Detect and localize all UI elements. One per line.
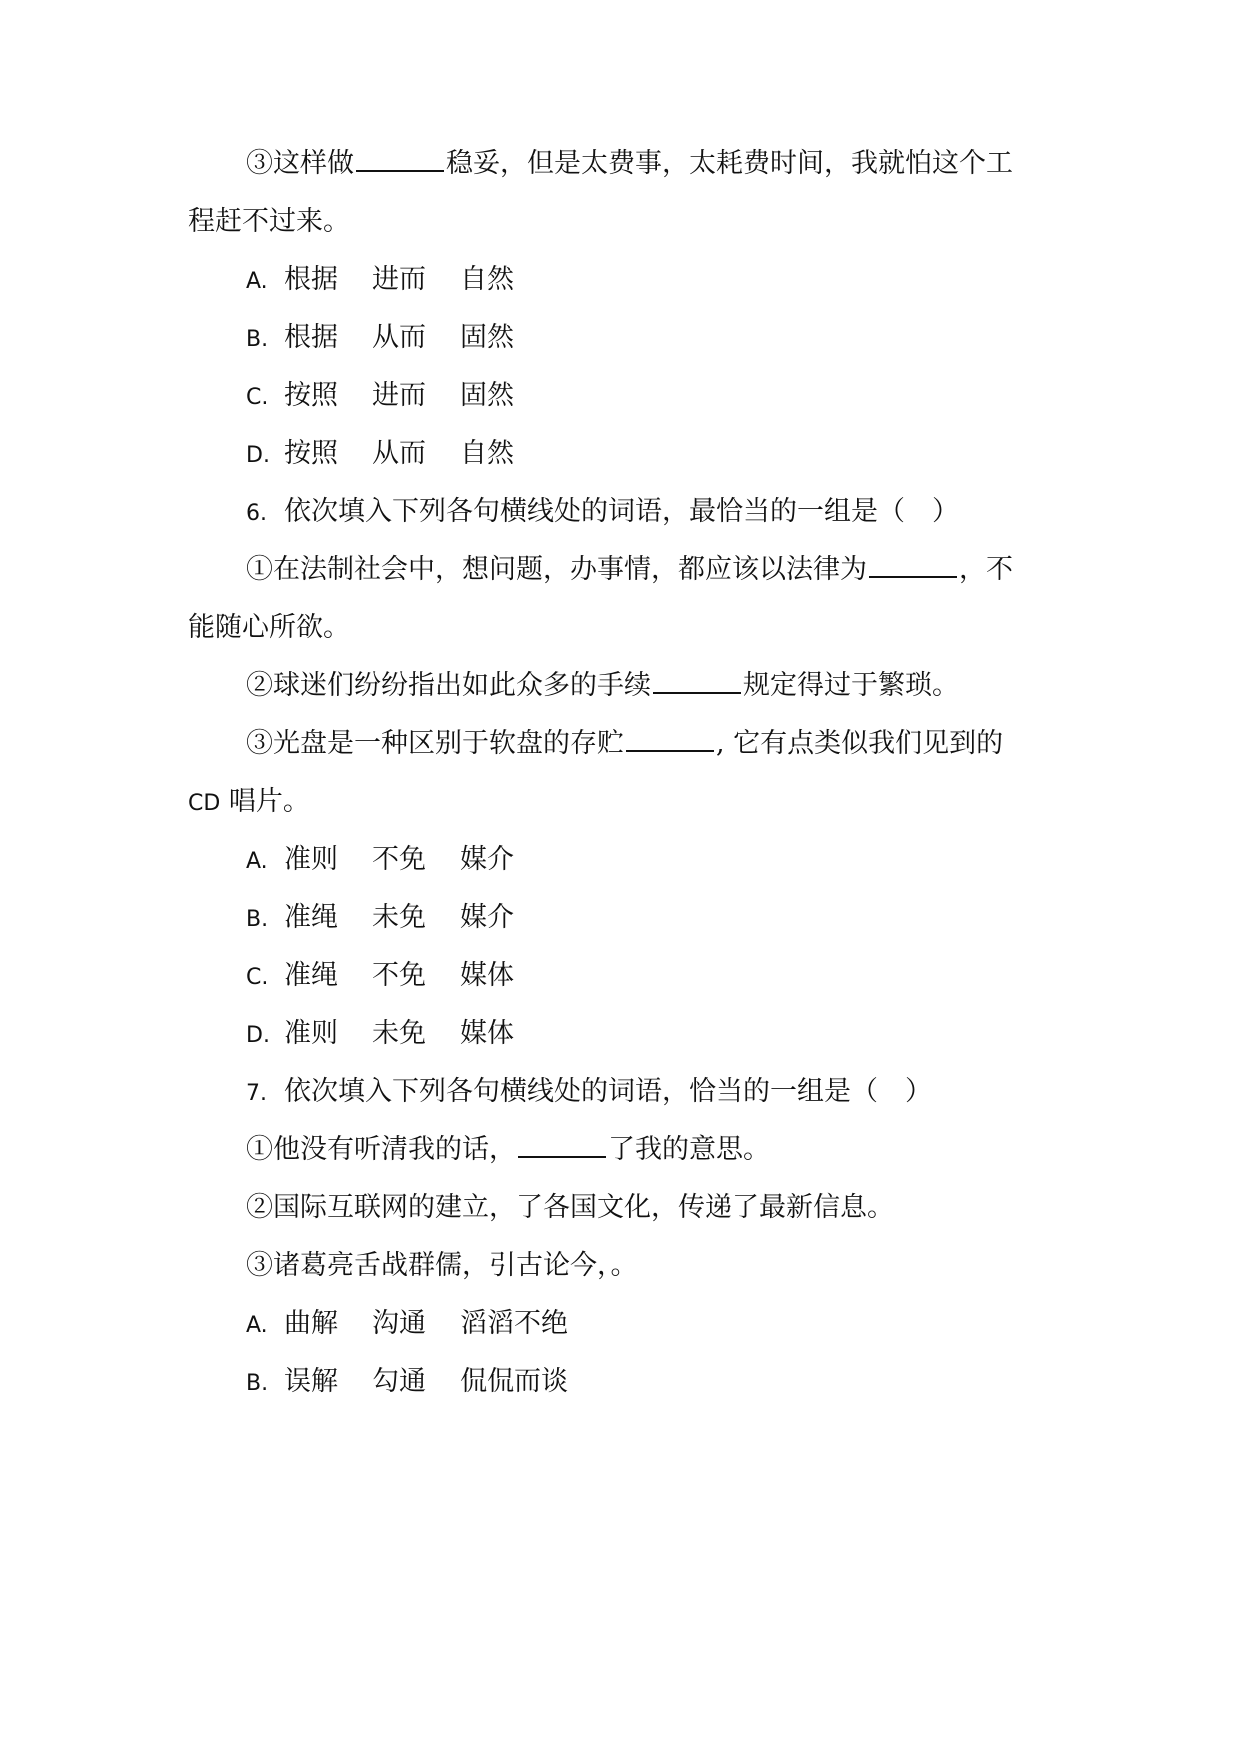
option-word: 进而 [372, 380, 426, 411]
option-word: 不免 [372, 960, 426, 991]
q7-s1-pre: ①他没有听清我的话， [246, 1134, 516, 1165]
option-word: 沟通 [372, 1308, 426, 1339]
fill-blank [356, 146, 444, 172]
q6-s3-pre: ③光盘是一种区别于软盘的存贮 [246, 728, 624, 759]
option-label: A. [246, 269, 268, 294]
option-word: 根据 [284, 322, 338, 353]
q7-sentence-2: ②国际互联网的建立，了各国文化，传递了最新信息。 [246, 1192, 894, 1223]
option-word: 从而 [372, 322, 426, 353]
option-word: 媒体 [460, 1018, 514, 1049]
q6-sentence-1 [246, 550, 1013, 590]
option-word: 按照 [284, 380, 338, 411]
question-stem: 依次填入下列各句横线处的词语，最恰当的一组是（ ） [284, 496, 959, 527]
option-word: 根据 [284, 264, 338, 295]
question-stem: 依次填入下列各句横线处的词语，恰当的一组是（ ） [284, 1076, 932, 1107]
option-label: D. [246, 1023, 270, 1048]
q5-sentence-3-cont: 程赶不过来。 [188, 206, 350, 237]
option-word: 未免 [372, 902, 426, 933]
q6-s3-cont: 唱片。 [220, 786, 310, 817]
option-word: 未免 [372, 1018, 426, 1049]
option-word: 侃侃而谈 [460, 1366, 568, 1397]
option-word: 滔滔不绝 [460, 1308, 568, 1339]
option-label: D. [246, 443, 270, 468]
option-word: 自然 [460, 264, 514, 295]
fill-blank [653, 668, 741, 694]
q6-option-b [246, 898, 514, 940]
option-word: 准则 [284, 1018, 338, 1049]
q7-option-b [246, 1362, 568, 1404]
option-word: 准则 [284, 844, 338, 875]
q7-option-a [246, 1304, 568, 1346]
option-word: 准绳 [284, 960, 338, 991]
option-word: 从而 [372, 438, 426, 469]
option-label: C. [246, 385, 269, 410]
q7-stem [246, 1072, 932, 1114]
q5-s3-post: 稳妥，但是太费事，太耗费时间，我就怕这个工 [446, 148, 1013, 179]
q7-sentence-1 [246, 1130, 770, 1170]
option-word: 误解 [284, 1366, 338, 1397]
option-word: 固然 [460, 380, 514, 411]
q6-sentence-1-cont: 能随心所欲。 [188, 612, 350, 643]
option-word: 按照 [284, 438, 338, 469]
q6-s3-post: , 它有点类似我们见到的 [716, 728, 1004, 759]
q6-sentence-2 [246, 666, 959, 706]
option-word: 勾通 [372, 1366, 426, 1397]
q6-option-a [246, 840, 514, 882]
question-number: 7. [246, 1081, 267, 1106]
option-label: B. [246, 1371, 269, 1396]
q6-s2-pre: ②球迷们纷纷指出如此众多的手续 [246, 670, 651, 701]
q6-s1-post: ，不 [959, 554, 1013, 585]
q7-sentence-3: ③诸葛亮舌战群儒，引古论今，。 [246, 1250, 638, 1281]
q6-sentence-3-cont [188, 782, 310, 824]
q6-sentence-3 [246, 724, 1003, 764]
q5-option-c [246, 376, 514, 418]
option-label: A. [246, 1313, 268, 1338]
option-word: 媒介 [460, 844, 514, 875]
option-label: C. [246, 965, 269, 990]
option-word: 媒介 [460, 902, 514, 933]
q6-option-d [246, 1014, 514, 1056]
option-word: 准绳 [284, 902, 338, 933]
q6-s3-cont-latin: CD [188, 791, 221, 816]
q6-s2-post: 规定得过于繁琐。 [743, 670, 959, 701]
q5-option-a [246, 260, 514, 302]
option-label: B. [246, 327, 269, 352]
option-word: 自然 [460, 438, 514, 469]
option-label: B. [246, 907, 269, 932]
q7-s1-post: 了我的意思。 [608, 1134, 770, 1165]
q5-s3-pre: ③这样做 [246, 148, 354, 179]
fill-blank [518, 1132, 606, 1158]
q5-option-b [246, 318, 514, 360]
fill-blank [869, 552, 957, 578]
q6-s1-pre: ①在法制社会中，想问题，办事情，都应该以法律为 [246, 554, 867, 585]
option-label: A. [246, 849, 268, 874]
option-word: 曲解 [284, 1308, 338, 1339]
option-word: 进而 [372, 264, 426, 295]
option-word: 媒体 [460, 960, 514, 991]
option-word: 不免 [372, 844, 426, 875]
q5-option-d [246, 434, 514, 476]
q6-option-c [246, 956, 514, 998]
q6-stem [246, 492, 959, 534]
question-number: 6. [246, 501, 267, 526]
option-word: 固然 [460, 322, 514, 353]
q5-sentence-3 [246, 144, 1013, 184]
fill-blank [626, 726, 714, 752]
